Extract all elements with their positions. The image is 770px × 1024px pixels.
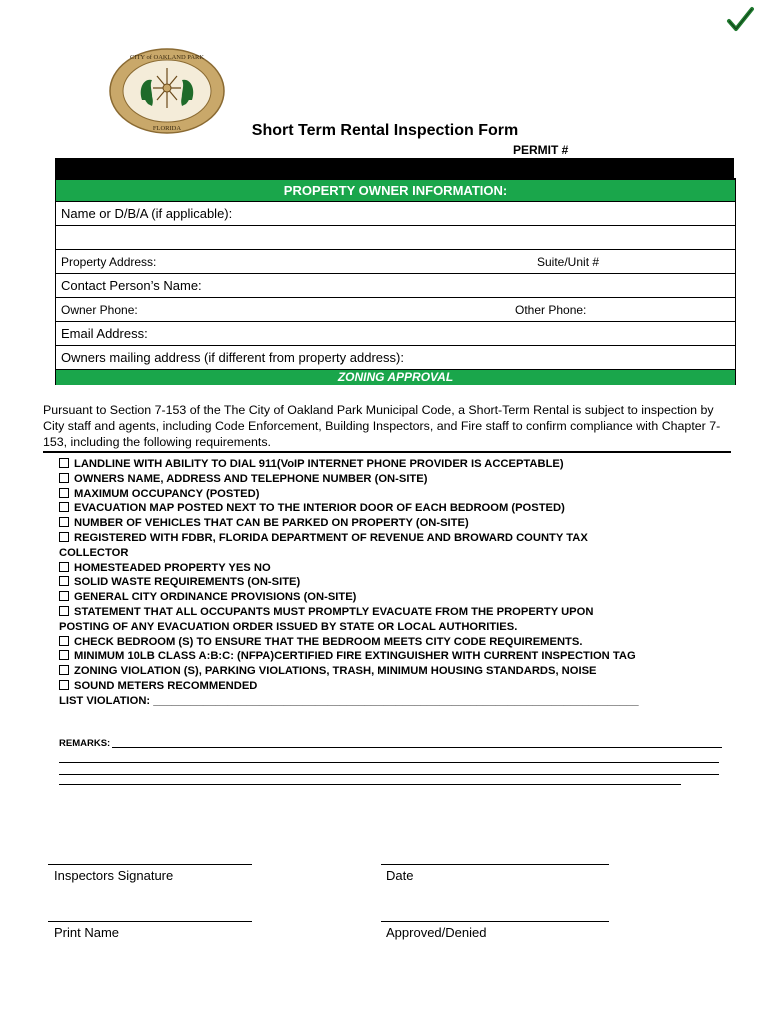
- requirement-text: ZONING VIOLATION (S), PARKING VIOLATIONS, TRASH, MINIMUM HOUSING STANDARDS, NOISE: [74, 665, 597, 678]
- intro-paragraph: Pursuant to Section 7-153 of the The City of Oakland Park Municipal Code, a Short-Term Rental is subject to inspection by City staff and agents, including Code Enforcement, Building Inspectors, and Fire staff to confirm compliance with Chapter 7-153, including the following requirements.: [43, 403, 721, 449]
- checkbox[interactable]: [59, 650, 69, 660]
- requirement-text: SOLID WASTE REQUIREMENTS (ON-SITE): [74, 576, 301, 589]
- email-label: Email Address:: [61, 326, 148, 341]
- unit-label: Suite/Unit #: [537, 255, 600, 269]
- address-field[interactable]: [56, 249, 735, 273]
- remarks-line: [59, 784, 681, 785]
- requirement-text: SOUND METERS RECOMMENDED: [74, 679, 258, 692]
- phone-field[interactable]: [56, 297, 735, 321]
- divider: [43, 451, 731, 453]
- requirement-item[interactable]: [59, 472, 729, 487]
- permit-bar: [55, 158, 734, 178]
- checkbox[interactable]: [59, 532, 69, 542]
- requirement-item[interactable]: [59, 590, 729, 605]
- other-phone-label: Other Phone:: [515, 303, 587, 317]
- list-violation-line[interactable]: LIST VIOLATION: ______________________________________________________________________________: [59, 694, 639, 707]
- requirement-text: NUMBER OF VEHICLES THAT CAN BE PARKED ON PROPERTY (ON-SITE): [74, 517, 469, 530]
- requirement-text: STATEMENT THAT ALL OCCUPANTS MUST PROMPTLY EVACUATE FROM THE PROPERTY UPON: [74, 605, 594, 618]
- approved-label: Approved/Denied: [386, 925, 487, 940]
- form-title: Short Term Rental Inspection Form: [251, 122, 519, 139]
- address-label: Property Address:: [61, 255, 157, 269]
- requirement-item[interactable]: [59, 487, 729, 502]
- checkbox[interactable]: [59, 502, 69, 512]
- requirement-item[interactable]: [59, 561, 729, 576]
- requirement-item[interactable]: [59, 501, 729, 516]
- seal-top-text: CITY of OAKLAND PARK: [129, 54, 205, 61]
- seal-bottom-text: FLORIDA: [152, 125, 182, 132]
- requirement-text: LANDLINE WITH ABILITY TO DIAL 911(VoIP INTERNET PHONE PROVIDER IS ACCEPTABLE): [74, 458, 564, 470]
- blank-field[interactable]: [56, 225, 735, 249]
- name-field[interactable]: [56, 201, 735, 225]
- date-label: Date: [386, 868, 414, 883]
- checkbox[interactable]: [59, 636, 69, 646]
- remarks-line: [59, 774, 719, 775]
- name-label: Name or D/B/A (if applicable):: [61, 206, 233, 221]
- requirement-text: REGISTERED WITH FDBR, FLORIDA DEPARTMENT OF REVENUE AND BROWARD COUNTY TAX: [74, 531, 588, 544]
- requirement-continuation: POSTING OF ANY EVACUATION ORDER ISSUED BY STATE OR LOCAL AUTHORITIES.: [59, 620, 518, 633]
- requirement-text: MINIMUM 10LB CLASS A:B:C: (NFPA)CERTIFIED FIRE EXTINGUISHER WITH CURRENT INSPECTION TAG: [74, 650, 636, 663]
- inspector-signature-line[interactable]: [48, 864, 252, 865]
- requirement-item[interactable]: [59, 531, 729, 546]
- requirement-text: GENERAL CITY ORDINANCE PROVISIONS (ON-SITE): [74, 591, 357, 604]
- permit-label: PERMIT #: [513, 143, 569, 157]
- requirement-item[interactable]: [59, 575, 729, 590]
- requirements-list: [59, 457, 729, 709]
- checkbox[interactable]: [59, 488, 69, 498]
- checkbox[interactable]: [59, 576, 69, 586]
- owner-phone-label: Owner Phone:: [61, 303, 138, 317]
- checkbox[interactable]: [59, 680, 69, 690]
- zoning-heading: ZONING APPROVAL: [56, 369, 735, 385]
- email-field[interactable]: [56, 321, 735, 345]
- date-line[interactable]: [381, 864, 609, 865]
- list-violation-label: LIST VIOLATION:: [59, 694, 154, 707]
- requirement-text: CHECK BEDROOM (S) TO ENSURE THAT THE BEDROOM MEETS CITY CODE REQUIREMENTS.: [74, 635, 583, 648]
- print-name-label: Print Name: [54, 925, 120, 940]
- requirement-text: OWNERS NAME, ADDRESS AND TELEPHONE NUMBER (ON-SITE): [74, 472, 428, 485]
- inspector-signature-label: Inspectors Signature: [54, 868, 174, 883]
- checkbox[interactable]: [59, 562, 69, 572]
- print-name-line[interactable]: [48, 921, 252, 922]
- checkbox[interactable]: [59, 517, 69, 527]
- approved-line[interactable]: [381, 921, 609, 922]
- requirement-item[interactable]: [59, 664, 729, 679]
- checkbox[interactable]: [59, 473, 69, 483]
- checkbox[interactable]: [59, 606, 69, 616]
- checkmark-icon: [726, 6, 754, 34]
- contact-field[interactable]: [56, 273, 735, 297]
- requirement-item[interactable]: [59, 457, 729, 472]
- owner-section-heading: PROPERTY OWNER INFORMATION:: [56, 178, 735, 201]
- mailing-field[interactable]: [56, 345, 735, 369]
- remarks-line: [112, 747, 722, 748]
- requirement-item[interactable]: [59, 605, 729, 620]
- requirement-text: MAXIMUM OCCUPANCY (POSTED): [74, 487, 260, 500]
- remarks-label: REMARKS:: [59, 738, 111, 749]
- requirement-item[interactable]: [59, 516, 729, 531]
- owner-info-table: [55, 178, 736, 385]
- checkbox[interactable]: [59, 665, 69, 675]
- requirement-item[interactable]: [59, 679, 729, 694]
- remarks-line: [59, 762, 719, 763]
- requirement-text: EVACUATION MAP POSTED NEXT TO THE INTERIOR DOOR OF EACH BEDROOM (POSTED): [74, 502, 565, 515]
- checkbox[interactable]: [59, 458, 69, 468]
- contact-label: Contact Person’s Name:: [61, 278, 202, 293]
- requirement-item[interactable]: [59, 635, 729, 650]
- requirement-continuation: COLLECTOR: [59, 546, 129, 559]
- requirement-item[interactable]: [59, 649, 729, 664]
- mailing-label: Owners mailing address (if different from property address):: [61, 350, 404, 365]
- requirement-text: HOMESTEADED PROPERTY YES NO: [74, 561, 271, 574]
- checkbox[interactable]: [59, 591, 69, 601]
